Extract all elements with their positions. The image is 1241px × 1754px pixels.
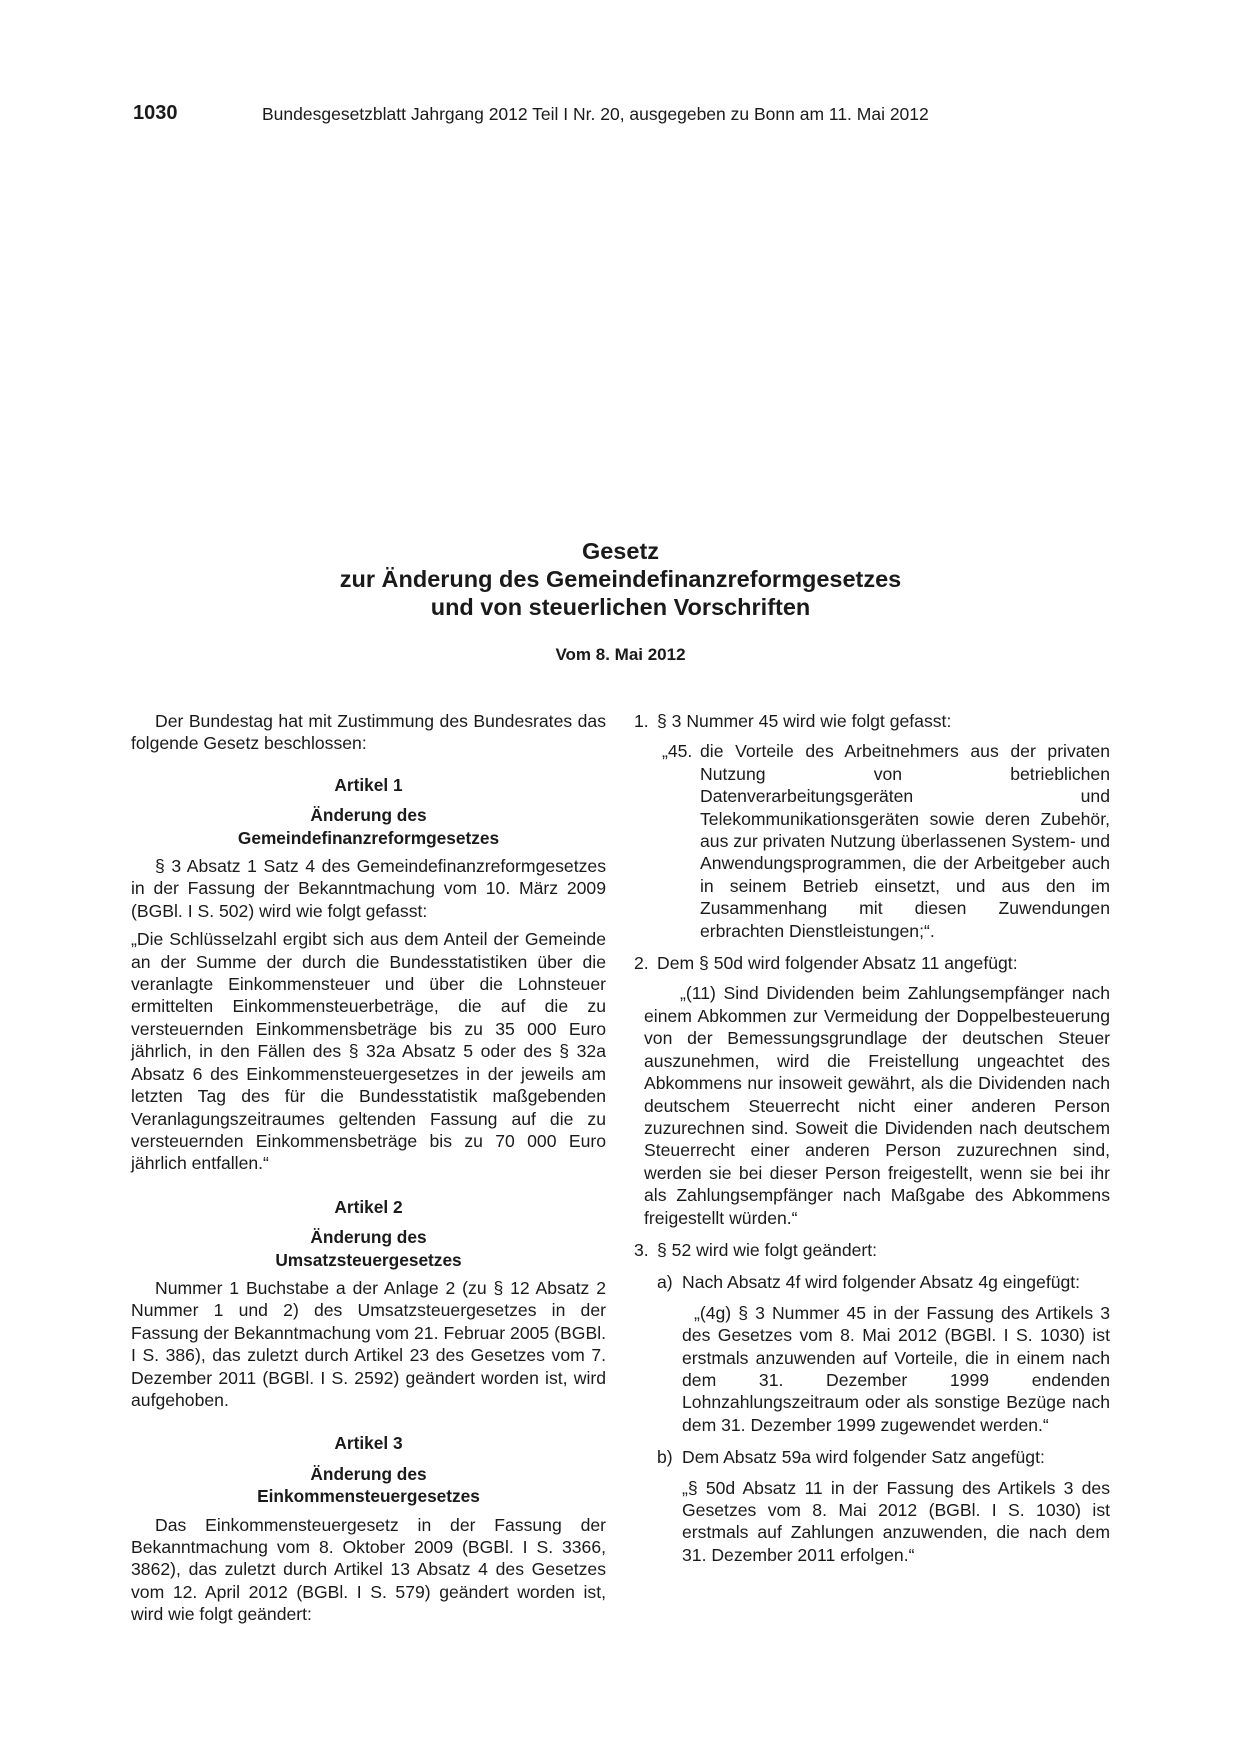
- item-1-quote-number: „45.: [662, 741, 693, 762]
- sub-item-b-text: Dem Absatz 59a wird folgender Satz angefügt:: [682, 1447, 1045, 1468]
- list-item-2-text: Dem § 50d wird folgender Absatz 11 angefügt:: [657, 953, 1018, 974]
- list-item-2-number: 2.: [634, 953, 649, 974]
- sub-item-a: [634, 1271, 1110, 1293]
- article-2-text: Nummer 1 Buchstabe a der Anlage 2 (zu § 12 Absatz 2 Nummer 1 und 2) des Umsatzsteuergesetzes in der Fassung der Bekanntmachung vom 21. Februar 2005 (BGBl. I S. 386), das zuletzt durch Artikel 23 des Gesetzes vom 7. Dezember 2011 (BGBl. I S. 2592) geändert worden ist, wird aufgehoben.: [131, 1277, 606, 1410]
- title-line-2: zur Änderung des Gemeindefinanzreformgesetzes: [339, 566, 902, 592]
- sub-item-a-text: Nach Absatz 4f wird folgender Absatz 4g eingefügt:: [682, 1272, 1081, 1293]
- list-item-1-text: § 3 Nummer 45 wird wie folgt gefasst:: [657, 711, 952, 731]
- item-1-quote-text: die Vorteile des Arbeitnehmers aus der privaten Nutzung von betrieblichen Datenverarbeitungsgeräten und Telekommunikationsgeräten sowie deren Zubehör, aus zur privaten Nutzung überlassenen System- und Anwendungsprogrammen, die der Arbeitgeber auch in seinem Betrieb einsetzt, und aus den im Zusammenhang mit diesen Zuwendungen erbrachten Dienstleistungen;“.: [700, 741, 1110, 941]
- right-column: [634, 710, 1110, 1566]
- article-3-subtitle-2: Einkommensteuergesetzes: [257, 1486, 480, 1507]
- title-line-3: und von steuerlichen Vorschriften: [430, 594, 811, 620]
- sub-item-a-quote: „(4g) § 3 Nummer 45 in der Fassung des Artikels 3 des Gesetzes vom 8. Mai 2012 (BGBl. I S. 1030) ist erstmals anzuwenden auf Vorteile, die in einem nach dem 31. Dezember 1999 endenden Lohnzahlungszeitraum oder als sonstige Bezüge nach dem 31. Dezember 1999 zugewendet werden.“: [682, 1302, 1110, 1435]
- sub-item-b-letter: b): [657, 1447, 673, 1468]
- article-3-subtitle-1: Änderung des: [310, 1463, 427, 1484]
- list-item-3-text: § 52 wird wie folgt geändert:: [657, 1239, 878, 1260]
- page-number: 1030: [133, 102, 178, 124]
- article-1-heading: Artikel 1: [334, 774, 403, 795]
- title-line-1: Gesetz: [581, 538, 660, 564]
- article-2-subtitle-2: Umsatzsteuergesetzes: [275, 1249, 462, 1270]
- list-item-1: [634, 710, 1110, 732]
- article-1-quote: „Die Schlüsselzahl ergibt sich aus dem Anteil der Gemeinde an der Summe der durch die Bundesstatistiken über die veranlagte Einkommensteuer und über die Lohnsteuer ermittelten Einkommensteuerbeträge, die auf die zu versteuernden Einkommensbeträge bis zu 35 000 Euro jährlich, in den Fällen des § 32a Absatz 5 oder des § 32a Absatz 6 des Einkommensteuergesetzes in der jeweils am letzten Tag des für die Bundesstatistik maßgebenden Veranlagungszeitraumes geltenden Fassung auf die zu versteuernden Einkommensbeträge bis zu 70 000 Euro jährlich entfallen.“: [131, 929, 606, 1174]
- document-title: [0, 537, 1241, 621]
- item-2-quote: „(11) Sind Dividenden beim Zahlungsempfänger nach einem Abkommen zur Vermeidung der Doppelbesteuerung von der Bemessungsgrundlage der deutschen Steuer auszunehmen, wird die Freistellung ungeachtet des Abkommens nur insoweit gewährt, als die Dividenden nach deutschem Steuerrecht nicht einer anderen Person zuzurechnen sind. Soweit die Dividenden nach deutschem Steuerrecht einer anderen Person zuzurechnen sind, werden sie bei dieser Person freigestellt, wenn sie bei ihr als Zahlungsempfänger nach Maßgabe des Abkommens freigestellt würden.“: [644, 983, 1110, 1228]
- left-column: [131, 710, 606, 1626]
- article-1-text: § 3 Absatz 1 Satz 4 des Gemeindefinanzreformgesetzes in der Fassung der Bekanntmachung vom 10. März 2009 (BGBl. I S. 502) wird wie folgt gefasst:: [131, 856, 606, 921]
- document-date: Vom 8. Mai 2012: [555, 645, 686, 664]
- article-1-subtitle-2: Gemeindefinanzreformgesetzes: [237, 827, 500, 848]
- sub-item-b-quote: „§ 50d Absatz 11 in der Fassung des Artikels 3 des Gesetzes vom 8. Mai 2012 (BGBl. I S. 1030) ist erstmals auf Zahlungen anzuwenden, die nach dem 31. Dezember 2011 erfolgen.“: [682, 1477, 1110, 1565]
- list-item-3-number: 3.: [634, 1239, 649, 1260]
- list-item-3: [634, 1239, 1110, 1261]
- article-3-text: Das Einkommensteuergesetz in der Fassung der Bekanntmachung vom 8. Oktober 2009 (BGBl. I S. 3366, 3862), das zuletzt durch Artikel 13 Absatz 4 des Gesetzes vom 12. April 2012 (BGBl. I S. 579) geändert worden ist, wird wie folgt geändert:: [131, 1514, 606, 1625]
- list-item-2: [634, 952, 1110, 974]
- article-3-heading: Artikel 3: [334, 1433, 403, 1454]
- sub-item-a-letter: a): [657, 1272, 673, 1293]
- list-item-1-number: 1.: [634, 711, 649, 731]
- preamble: Der Bundestag hat mit Zustimmung des Bundesrates das folgende Gesetz beschlossen:: [131, 711, 606, 754]
- article-2-subtitle-1: Änderung des: [310, 1227, 427, 1248]
- sub-item-b: [634, 1446, 1110, 1468]
- article-1-subtitle-1: Änderung des: [310, 805, 427, 826]
- running-head: Bundesgesetzblatt Jahrgang 2012 Teil I Nr. 20, ausgegeben zu Bonn am 11. Mai 2012: [262, 104, 929, 124]
- item-1-quote: [634, 740, 1110, 942]
- article-2-heading: Artikel 2: [334, 1196, 403, 1217]
